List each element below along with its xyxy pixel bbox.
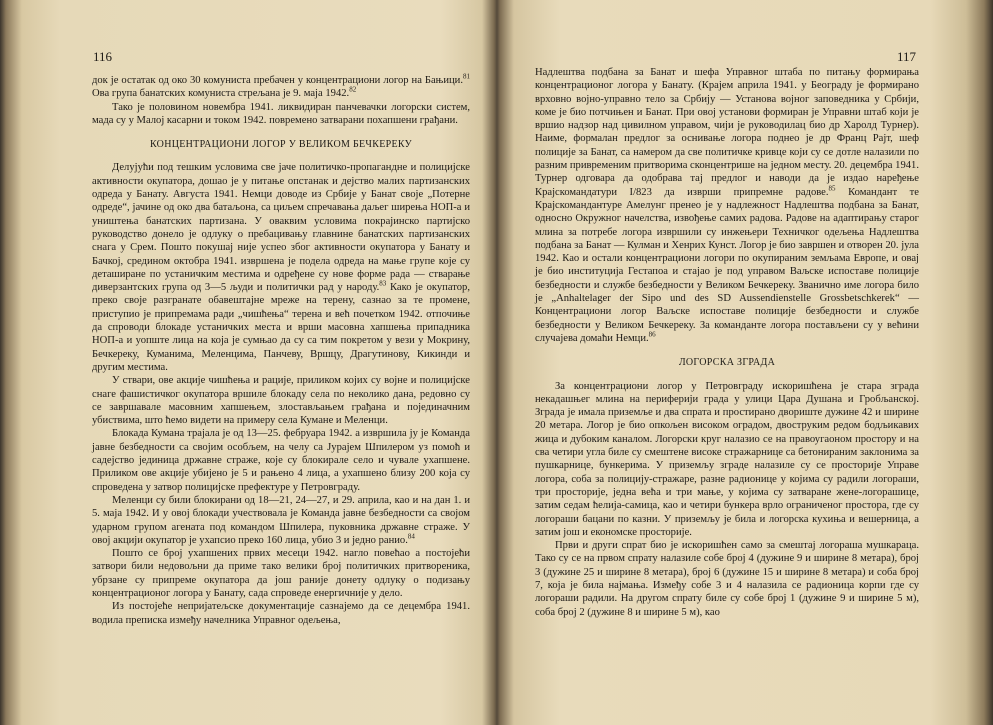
paragraph: Блокада Кумана трајала је од 13—25. фебруара 1942. а извршила ју је Команда јавне безбедности са својим особљем, на челу са Јурајем Шпилером уз помоћ и садејство јединица државне страже, које су блокирале село и чувале ухапшене. Приликом ове акције убијено је 5 и рањено 4 лица, а ухапшено близу 200 која су спроведена у затвор полицијске префектуре у Петровграду. [92, 428, 470, 493]
page-text [535, 66, 919, 619]
page-text [92, 74, 470, 627]
paragraph-text: док је остатак од око 30 комуниста пребачен у концентрациони логор на Бањици. [92, 75, 463, 86]
footnote-ref: 86 [648, 330, 656, 339]
paragraph [92, 494, 470, 547]
paragraph [535, 66, 919, 345]
footnote-ref: 84 [407, 532, 415, 541]
paragraph-text: Меленци су били блокирани од 18—21, 24—27, и 29. априла, као и на дан 1. и 5. маја 1942. И у овој блокади учествовала је Команда јавне безбедности са својом ударном групом агената под командом Шпилера, пуковника државне страже. У овој акцији окупатор је ухапсио преко 160 лица, убио 3 и једно ранио. [92, 494, 470, 546]
paragraph [92, 161, 470, 374]
section-heading: ЛОГОРСКА ЗГРАДА [678, 357, 776, 369]
left-page [0, 0, 496, 725]
page-number: 117 [897, 49, 917, 64]
paragraph: У ствари, ове акције чишћења и рације, приликом којих су војне и полицијске снаге фашистичког окупатора вршиле блокаду села по неколико дана, редовно су се завршавале масовним хапшењем, злостављањем грађана и појединачним убиствима, што ћемо видети на примеру села Кумане и Меленци. [92, 375, 470, 427]
paragraph: Из постојеће непријатељске документације сазнајемо да се децембра 1941. водила преписка између начелника Управног одељења, [92, 601, 470, 626]
right-page [497, 0, 993, 725]
footnote-ref: 81 [463, 72, 470, 81]
paragraph-text: Надлештва подбана за Банат и шефа Управног штаба по питању формирања концентрационог логора у Банату. (Крајем априла 1941. у Београду је формирано врховно војно-управно тело за Србију — Установа војног заповедника у Србији, коме је био потчињен и Банат. При овој установи формиран је Управни штаб који је вршио надзор над цивилном управом, чији је руководилац био др Харолд Турнер). Наиме, формалан предлог за оснивање логора поднео је др Франц Рајт, шеф полиције за Банат, са намером да све политичке кривце који су се дотле налазили по разним привременим притворима сконцентрише на једном месту. 20. децембра 1941. Турнер одговара да одобрава тај предлог и наводи да је издао наређење Крајскомандатури I/823 да изврши припремне радове. [535, 67, 919, 198]
paragraph-text: Делујући под тешким условима све јаче политичко-пропагандне и полицијске активности окупатора, дошао је у питање опстанак и дејство малих партизанских одреда у Банату. Августа 1941. Немци доводе из Србије у Банат своје „Потерне одреде“, јачине од око два батаљона, са циљем спречавања даљег ширења НОП-а и уништења банатских партизана. У оваквим условима покрајинско партијско руководство донело је одлуку о пребацивању главнине банатских партизанских снага у Срем. Пошто покушај није успео због активности окупатора у Банату и Бачкој, средином октобра 1941. извршена је подела одреда на мање групе које су деташиране по устаничким местима и одређене су нове форме рада — стварање диверзантских група од 3—5 људи и политички рад у народу. [92, 162, 470, 294]
footnote-ref: 85 [828, 184, 836, 193]
paragraph: За концентрациони логор у Петровграду искоришћена је стара зграда некадашњег млина на периферији града у улици Цара Душана и Гробљанској. Зграда је имала приземље и два спрата и простирано двориште дужине 42 и ширине 20 метара. Логор је био опкољен високом оградом, двоструким редом бодљикавих жица и дубоким каналом. Логорски круг налазио се на правоугаоном простору и на сва четири угла биле су смештене високе стражарнице са бетонираним заклонима за пушкарнице, бункерима. У приземљу зграде налазиле су се просторије Управе логора, соба за полицију-стражаре, разне радионице у којима су радили логораши, три просторије, једна већа и три мање, у којима су затваране жене-логорашице, затим седам ћелија-самица, као и четири бункера врло ограниченог простора, где су логораши бацани по казни. У приземљу је била и логорска кухиња и вешерница, а затим још и економске просторије. [535, 380, 919, 538]
paragraph: Пошто се број ухапшених првих месеци 1942. нагло повећао а постојећи затвори били недовољни да приме тако велики број политичких притвореника, убрзане су припреме окупатора да још раније донету одлуку о подизању концентрационог логора у Банату, сада спроведе енергичније у дело. [92, 548, 470, 599]
page-number: 116 [93, 49, 113, 64]
section-heading: КОНЦЕНТРАЦИОНИ ЛОГОР У ВЕЛИКОМ БЕЧКЕРЕКУ [149, 139, 413, 151]
paragraph: Први и други спрат био је искоришћен само за смештај логораша мушкараца. Тако су се на првом спрату налазиле собе број 4 (дужине 9 и ширине 8 метара), број 3 (дужине 25 и ширине 8 метара), број 6 (дужине 15 и ширине 8 метара) и соба број 7, која је била најмања. Између собе 3 и 4 налазила се радионица корпи где су логораши радили. На другом спрату биле су собе број 1 (дужине 9 и ширине 5 м), соба број 2 (дужине 8 и ширине 5 м), као [535, 540, 919, 618]
footnote-ref: 82 [349, 85, 357, 94]
paragraph [92, 74, 470, 101]
paragraph: Тако је половином новембра 1941. ликвидиран панчевачки логорски систем, мада су у Малој касарни и током 1942. повремено затварани похапшени грађани. [92, 101, 470, 126]
paragraph-text: Ова група банатских комуниста стрељана је 9. маја 1942. [92, 88, 350, 100]
footnote-ref: 83 [379, 279, 387, 288]
paragraph-text: Командант те Крајскомандантуре Амелунг пренео је у надлежност Надлештва подбана за Банат, односно Окружног начелства, извођење самих радова. Радове на адаптирању старог млина за потребе логора извршили су инжењери Техничког одељења Надлештва подбана за Банат — Кулман и Хенрих Кунст. Логор је био завршен и отворен 20. јула 1942. Као и остали концентрациони логори по окупираним земљама Европе, и овај је био институција Гестапоа и стајао је под управом Ваљске испоставе полиције безбедности и службе безбедности у Великом Бечкереку. Званично име логора било је „Anhaltelager der Sipo und des SD Aussendienstelle Grossbetschkerek“ — Концентрациони логор Ваљске испоставе полиције безбедности и службе безбедности у Великом Бечкереку. За команданте логора постављени су у већини случајева домаћи Немци. [535, 186, 919, 344]
paragraph-text: Како је окупатор, преко своје разгранате обавештајне мреже на терену, сазнао за те промене, приступио је припремама ради „чишћења“ терена и већ почетком 1942. отпочиње да спроводи блокаде устаничких места и врши масовна хапшења припадника НОП-а и уопште лица на која је сумњао да су са тим покретом у вези у Мокрину, Бечкереку, Куманима, Меленцима, Панчеву, Вршцу, Драгутинову, Кикинди и другим местима. [92, 282, 470, 373]
